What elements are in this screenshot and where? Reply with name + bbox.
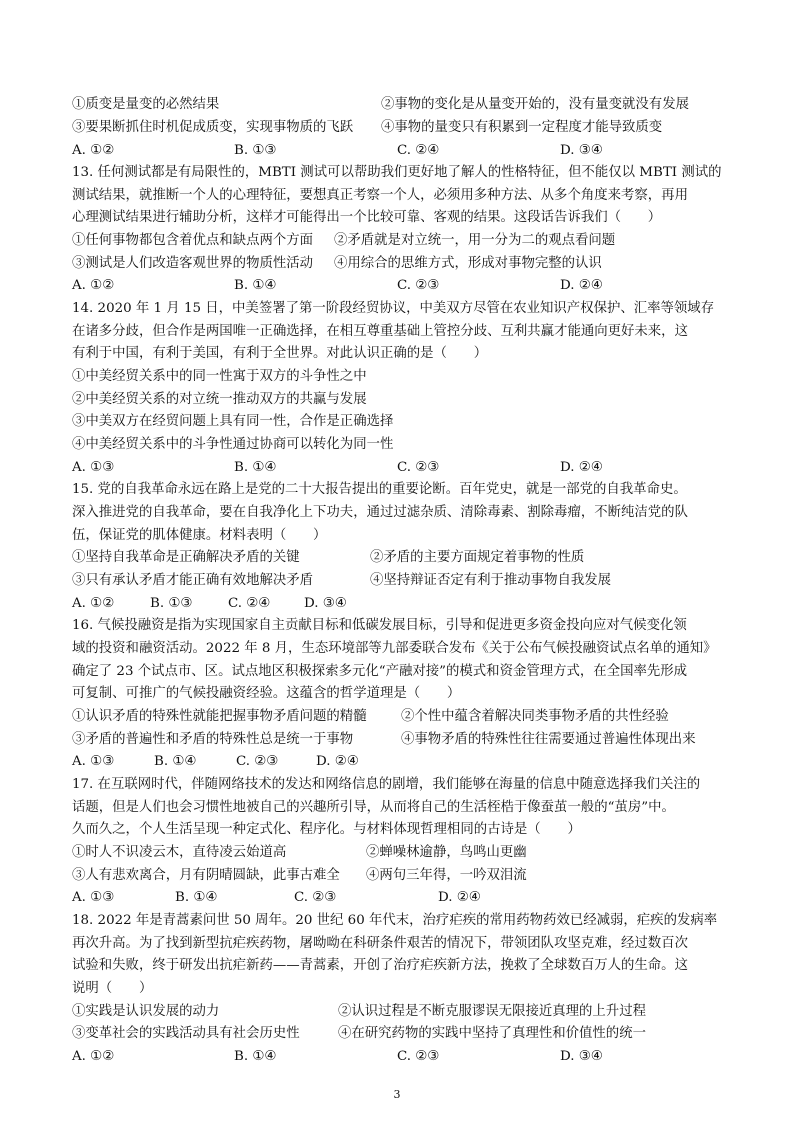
q16-stem-line-4: 可复制、可推广的气候投融资经验。这蕴含的哲学道理是（ ） xyxy=(72,686,461,701)
q18-statement-4: ④在研究药物的实践中坚持了真理性和价值性的统一 xyxy=(338,1026,646,1041)
q17-choice-b[interactable]: B. ①④ xyxy=(175,890,218,905)
q14-stem-line-2: 在诸多分歧，但合作是两国唯一正确选择，在相互尊重基础上管控分歧、互利共赢才能通向更好未来，这 xyxy=(72,324,688,339)
q17-statement-4: ④两句三年得，一吟双泪流 xyxy=(366,868,527,883)
q14-stem-line-3: 有利于中国，有利于美国，有利于全世界。对此认识正确的是（ ） xyxy=(72,346,488,361)
q14-choice-d[interactable]: D. ②④ xyxy=(560,460,603,475)
q17-stem-line-1: 17. 在互联网时代，伴随网络技术的发达和网络信息的剧增，我们能够在海量的信息中随意选择我们关注的 xyxy=(72,777,701,792)
q15-stem-line-2: 深入推进党的自我革命，要在自我净化上下功夫，通过过滤杂质、清除毒素、割除毒瘤，不断纯洁党的队 xyxy=(72,505,688,520)
q16-choice-a[interactable]: A. ①③ xyxy=(72,754,115,769)
q17-choice-c[interactable]: C. ②③ xyxy=(294,890,337,905)
q13-stem-line-3: 心理测试结果进行辅助分析，这样才可能得出一个比较可靠、客观的结果。这段话告诉我们（ ） xyxy=(72,210,662,225)
q15-choice-a[interactable]: A. ①② xyxy=(72,596,115,611)
q18-choice-d[interactable]: D. ③④ xyxy=(560,1049,603,1064)
q13-stem-line-1: 13. 任何测试都是有局限性的，MBTI 测试可以帮助我们更好地了解人的性格特征，但不能仅以 MBTI 测试的 xyxy=(72,165,722,180)
q16-stem-line-2: 域的投资和融资活动。2022 年 8 月，生态环境部等九部委联合发布《关于公布气候投融资试点名单的通知》 xyxy=(72,641,717,656)
q13-statement-1: ①任何事物都包含着优点和缺点两个方面 xyxy=(72,233,314,248)
q13-statement-2: ②矛盾就是对立统一，用一分为二的观点看问题 xyxy=(334,233,616,248)
q18-stem-line-2: 再次升高。为了找到新型抗疟疾药物，屠呦呦在科研条件艰苦的情况下，带领团队攻坚克难，经过数百次 xyxy=(72,936,688,951)
q13-choice-c[interactable]: C. ②③ xyxy=(397,278,440,293)
q15-choice-c[interactable]: C. ②④ xyxy=(228,596,271,611)
q14-statement-2: ②中美经贸关系的对立统一推动双方的共赢与发展 xyxy=(72,392,367,407)
q17-statement-2: ②蝉噪林逾静，鸟鸣山更幽 xyxy=(366,845,527,860)
q13-choice-a[interactable]: A. ①② xyxy=(72,278,115,293)
q14-choice-c[interactable]: C. ②③ xyxy=(397,460,440,475)
q17-choice-a[interactable]: A. ①③ xyxy=(72,890,115,905)
q15-statement-1: ①坚持自我革命是正确解决矛盾的关键 xyxy=(72,550,300,565)
q16-choice-b[interactable]: B. ①④ xyxy=(154,754,197,769)
q15-statement-2: ②矛盾的主要方面规定着事物的性质 xyxy=(370,550,585,565)
q15-stem-line-3: 伍，保证党的肌体健康。材料表明（ ） xyxy=(72,528,327,543)
q15-choice-b[interactable]: B. ①③ xyxy=(150,596,193,611)
q13-choice-b[interactable]: B. ①④ xyxy=(234,278,277,293)
q15-statement-4: ④坚持辩证否定有利于推动事物自我发展 xyxy=(370,573,612,588)
q17-stem-line-2: 话题，但是人们也会习惯性地被自己的兴趣所引导，从而将自己的生活桎梏于像蚕茧一般的“茧房”中。 xyxy=(72,800,675,815)
q13-statement-4: ④用综合的思维方式，形成对事物完整的认识 xyxy=(334,256,602,271)
q18-choice-c[interactable]: C. ②③ xyxy=(397,1049,440,1064)
q14-choice-a[interactable]: A. ①③ xyxy=(72,460,115,475)
q18-stem-line-1: 18. 2022 年是青蒿素问世 50 周年。20 世纪 60 年代末，治疗疟疾的常用药物药效已经减弱，疟疾的发病率 xyxy=(72,913,718,928)
q15-choice-d[interactable]: D. ③④ xyxy=(304,596,347,611)
q14-statement-4: ④中美经贸关系中的斗争性通过协商可以转化为同一性 xyxy=(72,437,394,452)
q16-statement-4: ④事物矛盾的特殊性往往需要通过普遍性体现出来 xyxy=(401,732,696,747)
q16-stem-line-3: 确定了 23 个试点市、区。试点地区积极探索多元化“产融对接”的模式和资金管理方式，在全国率先形成 xyxy=(72,664,688,679)
q13-stem-line-2: 测试结果，就推断一个人的心理特征，要想真正考察一个人，必须用多种方法、从多个角度来考察，再用 xyxy=(72,188,688,203)
q17-stem-line-3: 久而久之，个人生活呈现一种定式化、程序化。与材料体现哲理相同的古诗是（ ） xyxy=(72,822,581,837)
q16-choice-c[interactable]: C. ②③ xyxy=(236,754,279,769)
q18-statement-1: ①实践是认识发展的动力 xyxy=(72,1004,220,1019)
q16-statement-3: ③矛盾的普遍性和矛盾的特殊性总是统一于事物 xyxy=(72,732,354,747)
q17-statement-3: ③人有悲欢离合，月有阴晴圆缺，此事古难全 xyxy=(72,868,340,883)
q14-statement-1: ①中美经贸关系中的同一性寓于双方的斗争性之中 xyxy=(72,369,367,384)
q18-stem-line-4: 说明（ ） xyxy=(72,981,153,996)
q13-choice-d[interactable]: D. ②④ xyxy=(560,278,603,293)
q14-stem-line-1: 14. 2020 年 1 月 15 日，中美签署了第一阶段经贸协议，中美双方尽管在农业知识产权保护、汇率等领域存 xyxy=(72,301,715,316)
q13-statement-3: ③测试是人们改造客观世界的物质性活动 xyxy=(72,256,314,271)
q14-choice-b[interactable]: B. ①④ xyxy=(234,460,277,475)
q18-choice-b[interactable]: B. ①④ xyxy=(234,1049,277,1064)
q18-choice-a[interactable]: A. ①② xyxy=(72,1049,115,1064)
q12-choice-b[interactable]: B. ①③ xyxy=(234,143,277,158)
q18-statement-3: ③变革社会的实践活动具有社会历史性 xyxy=(72,1026,300,1041)
q18-stem-line-3: 试验和失败，终于研发出抗疟新药——青蒿素，开创了治疗疟疾新方法，挽救了全球数百万人的生命。这 xyxy=(72,958,688,973)
q16-stem-line-1: 16. 气候投融资是指为实现国家自主贡献目标和低碳发展目标，引导和促进更多资金投向应对气候变化领 xyxy=(72,618,687,633)
q17-choice-d[interactable]: D. ②④ xyxy=(438,890,481,905)
q12-statement-3: ③要果断抓住时机促成质变，实现事物质的飞跃 xyxy=(72,120,354,135)
q17-statement-1: ①时人不识凌云木，直待凌云始道高 xyxy=(72,845,287,860)
q14-statement-3: ③中美双方在经贸问题上具有同一性，合作是正确选择 xyxy=(72,414,394,429)
page-number: 3 xyxy=(393,1088,401,1101)
q16-choice-d[interactable]: D. ②④ xyxy=(316,754,359,769)
q15-stem-line-1: 15. 党的自我革命永远在路上是党的二十大报告提出的重要论断。百年党史，就是一部党的自我革命史。 xyxy=(72,482,687,497)
q18-statement-2: ②认识过程是不断克服谬误无限接近真理的上升过程 xyxy=(338,1004,646,1019)
q12-choice-a[interactable]: A. ①② xyxy=(72,143,115,158)
q15-statement-3: ③只有承认矛盾才能正确有效地解决矛盾 xyxy=(72,573,314,588)
q16-statement-2: ②个性中蕴含着解决同类事物矛盾的共性经验 xyxy=(401,709,669,724)
q12-choice-d[interactable]: D. ③④ xyxy=(560,143,603,158)
q12-statement-1: ①质变是量变的必然结果 xyxy=(72,97,220,112)
q12-choice-c[interactable]: C. ②④ xyxy=(397,143,440,158)
q12-statement-2: ②事物的变化是从量变开始的，没有量变就没有发展 xyxy=(381,97,689,112)
q16-statement-1: ①认识矛盾的特殊性就能把握事物矛盾问题的精髓 xyxy=(72,709,367,724)
q12-statement-4: ④事物的量变只有积累到一定程度才能导致质变 xyxy=(381,120,663,135)
